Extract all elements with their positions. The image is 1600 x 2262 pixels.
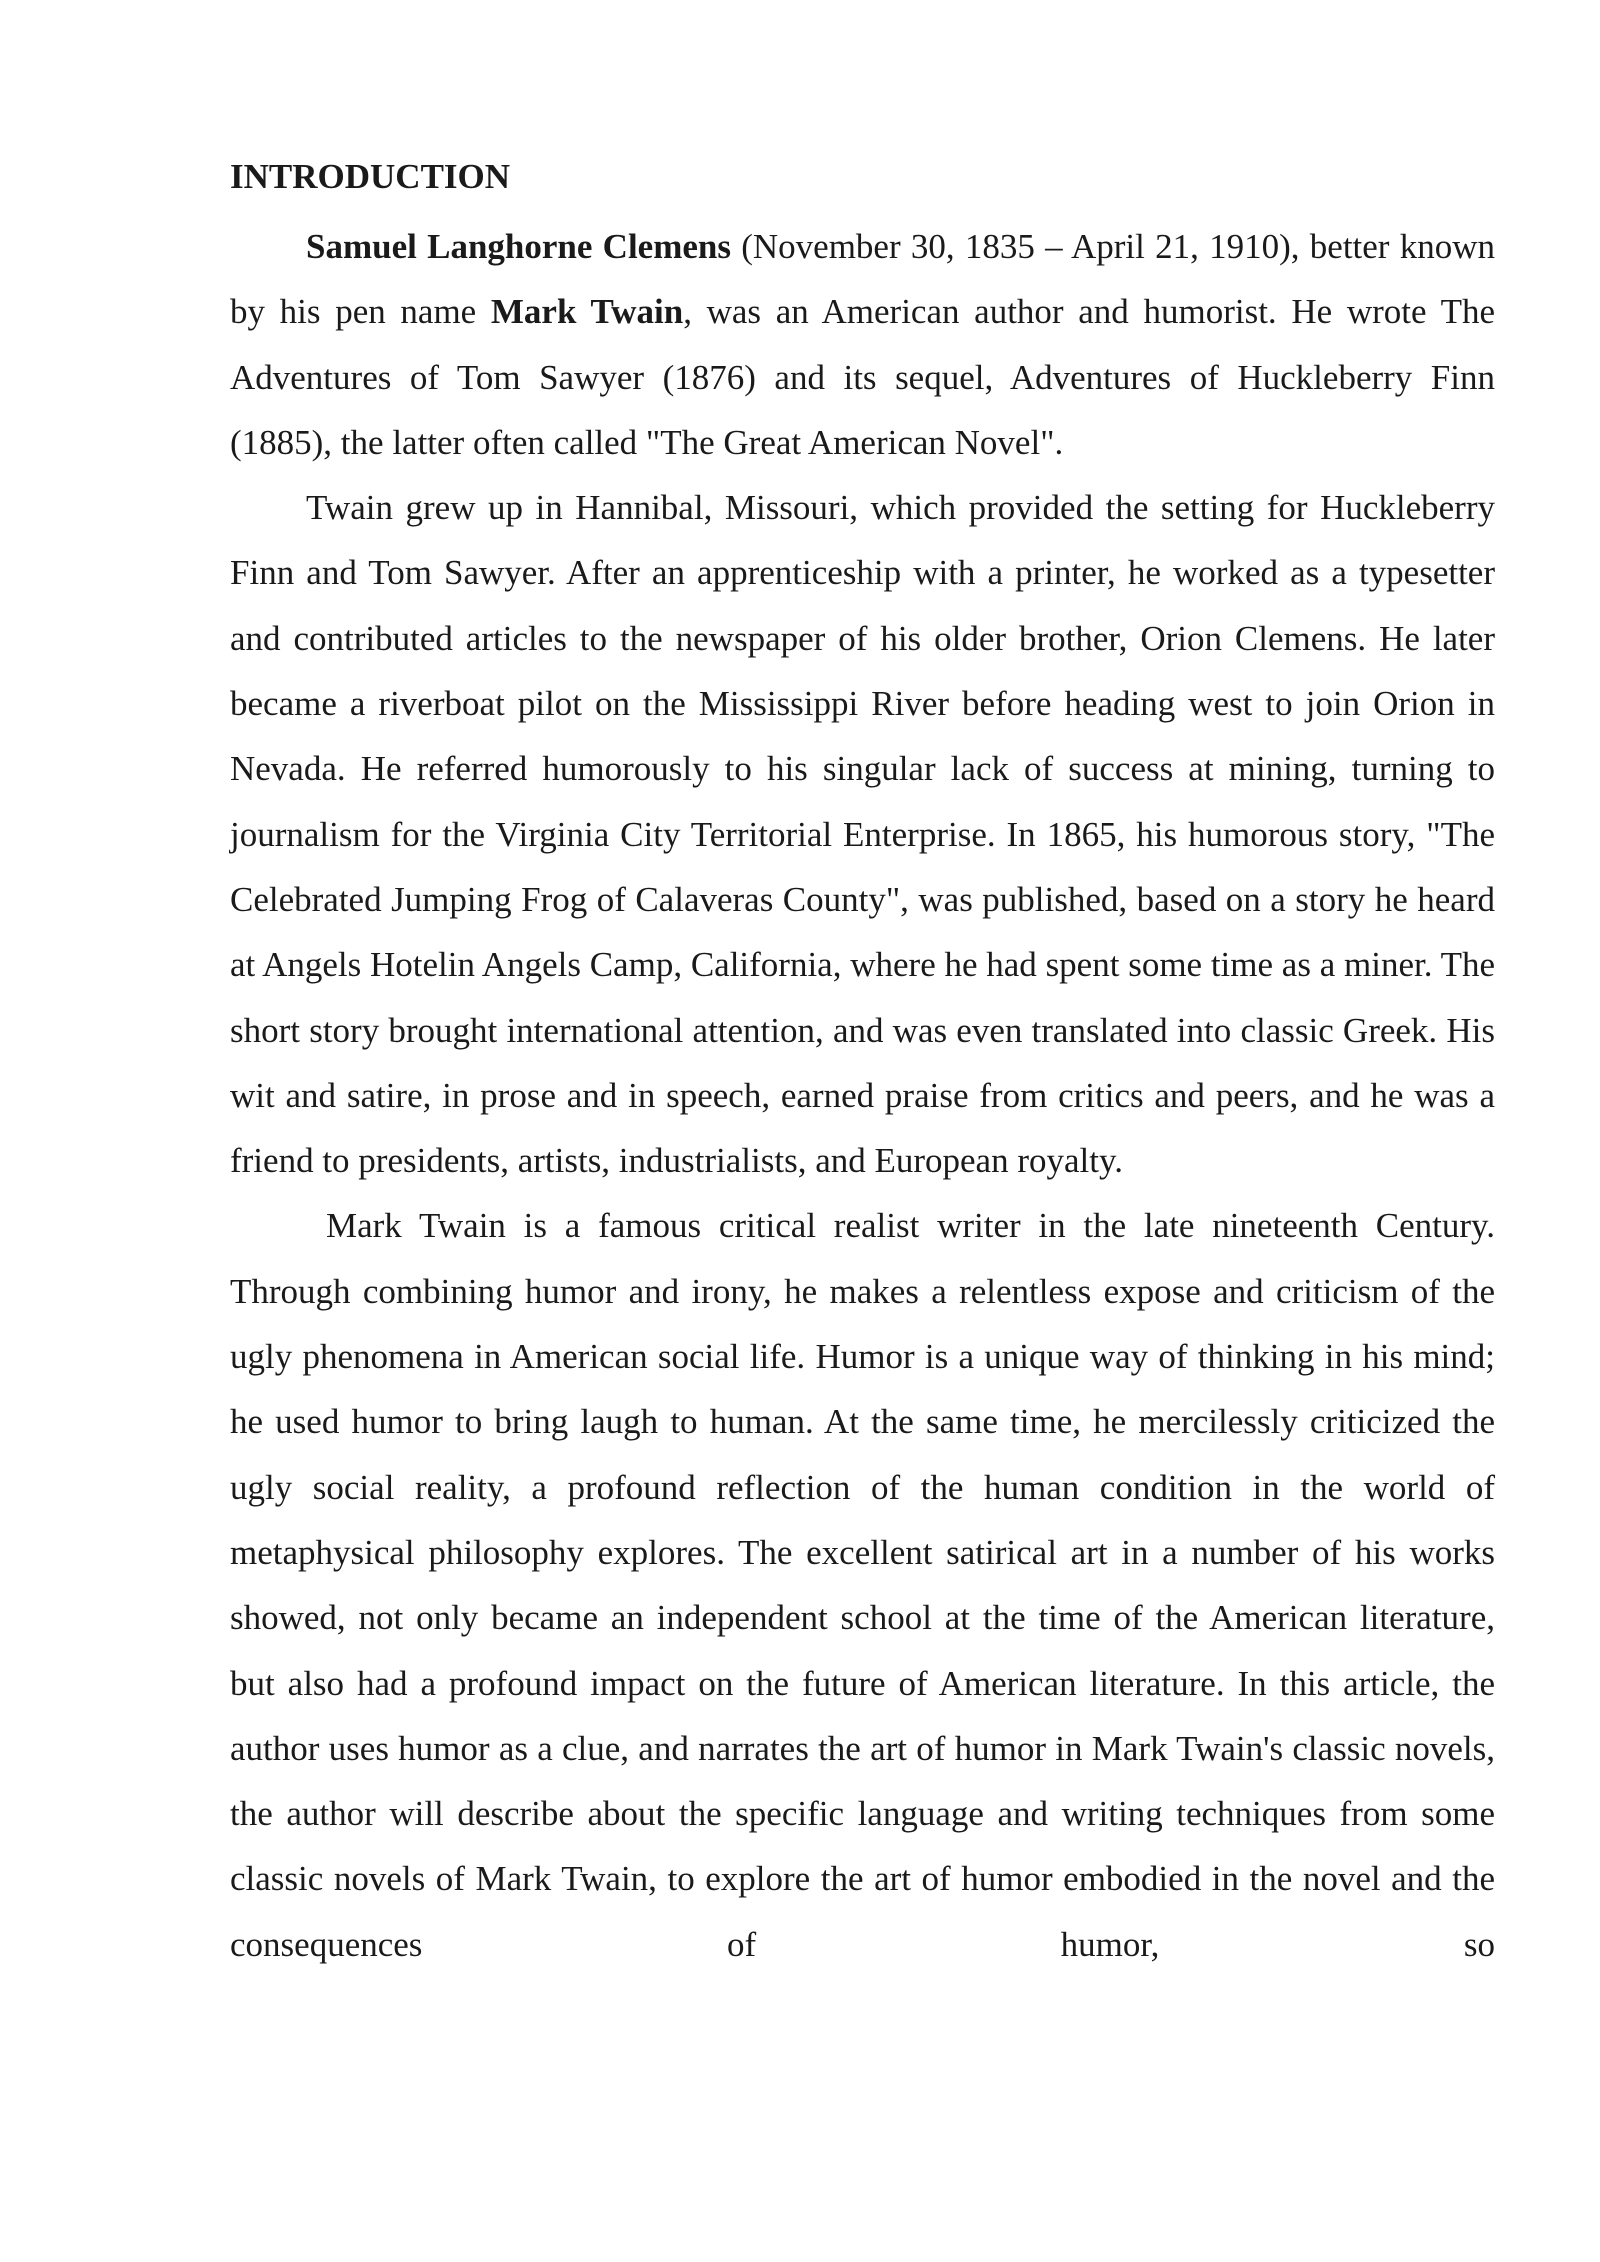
- paragraph-intro-text-1: (November 30, 1835 – April 21, 1910), better known by his pen name: [230, 227, 1495, 332]
- section-heading: INTRODUCTION: [230, 157, 511, 196]
- pen-name-bold: Mark Twain: [490, 292, 684, 332]
- full-name-bold: Samuel Langhorne Clemens: [306, 227, 731, 266]
- paragraph-biography: Twain grew up in Hannibal, Missouri, which provided the setting for Huckleberry Finn and Tom Sawyer. After an apprenticeship with a printer, he worked as a typesetter and contributed articles to the newspaper of his older brother, Orion Clemens. He later became a riverboat pilot on the Mississippi River before heading west to join Orion in Nevada. He referred humorously to his singular lack of success at mining, turning to journalism for the Virginia City Territorial Enterprise. In 1865, his humorous story, "The Celebrated Jumping Frog of Calaveras County", was published, based on a story he heard at Angels Hotelin Angels Camp, California, where he had spent some time as a miner. The short story brought international attention, and was even translated into classic Greek. His wit and satire, in prose and in speech, earned praise from critics and peers, and he was a friend to presidents, artists, industrialists, and European royalty.: [230, 488, 1495, 1181]
- paragraph-humor: Mark Twain is a famous critical realist writer in the late nineteenth Century. Through combining humor and irony, he makes a relentless expose and criticism of the ugly phenomena in American social life. Humor is a unique way of thinking in his mind; he used humor to bring laugh to human. At the same time, he mercilessly criticized the ugly social reality, a profound reflection of the human condition in the world of metaphysical philosophy explores. The excellent satirical art in a number of his works showed, not only became an independent school at the time of the American literature, but also had a profound impact on the future of American literature. In this article, the author uses humor as a clue, and narrates the art of humor in Mark Twain's classic novels, the author will describe about the specific language and writing techniques from some classic novels of Mark Twain, to explore the art of humor embodied in the novel and the consequences of humor, so: [230, 1206, 1495, 1964]
- paragraph-intro-text-2: , was an American author and humorist. He wrote The Adventures of Tom Sawyer (1876) and its sequel, Adventures of Huckleberry Finn (1885), the latter often called "The Great American Novel".: [230, 292, 1495, 462]
- paragraph-intro: [230, 214, 1495, 475]
- document-body: [230, 150, 1495, 1977]
